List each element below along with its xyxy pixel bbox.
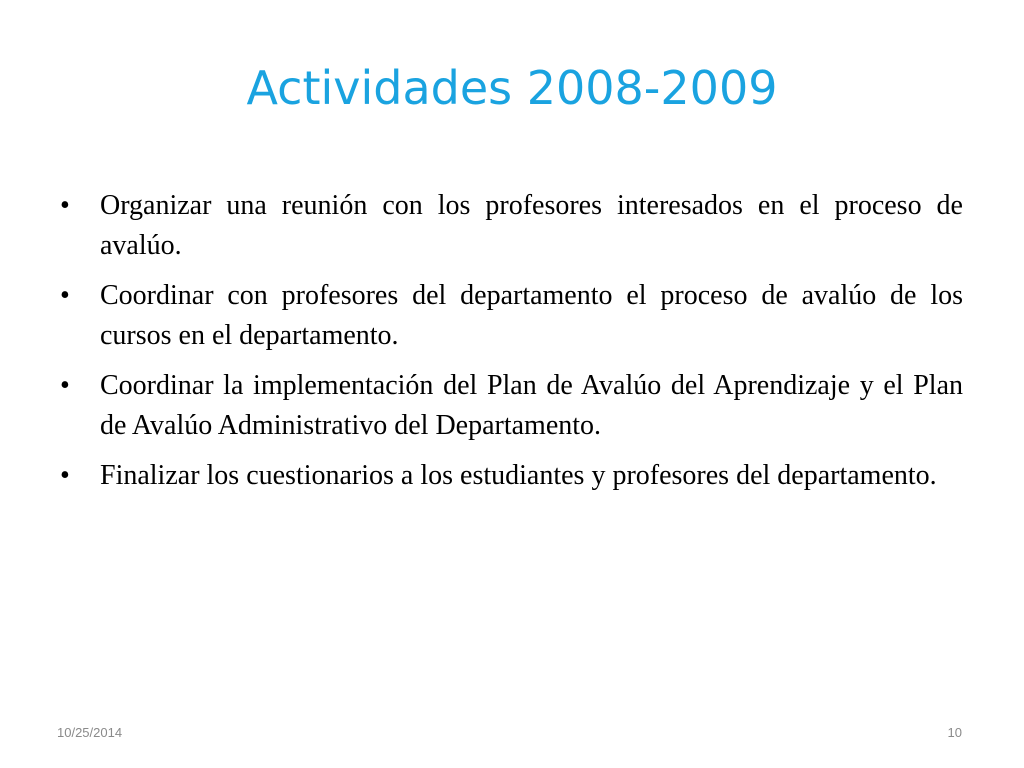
slide-title: Actividades 2008-2009 [246, 61, 778, 115]
footer-page-number: 10 [947, 725, 962, 740]
bullet-item [60, 276, 963, 356]
bullet-item [60, 366, 963, 446]
bullet-item [60, 186, 963, 266]
bullet-text: Coordinar con profesores del departamento el proceso de avalúo de los cursos en el departamento. [100, 280, 963, 351]
footer-date: 10/25/2014 [57, 725, 123, 740]
bullet-icon: • [60, 370, 70, 401]
bullet-icon: • [60, 460, 70, 491]
bullet-text: Coordinar la implementación del Plan de Avalúo del Aprendizaje y el Plan de Avalúo Administrativo del Departamento. [100, 370, 963, 441]
bullet-text: Organizar una reunión con los profesores interesados en el proceso de avalúo. [100, 190, 963, 261]
bullet-text: Finalizar los cuestionarios a los estudiantes y profesores del departamento. [100, 460, 937, 491]
bullet-list [60, 186, 963, 506]
bullet-icon: • [60, 280, 70, 311]
bullet-icon: • [60, 190, 70, 221]
bullet-item [60, 456, 963, 496]
